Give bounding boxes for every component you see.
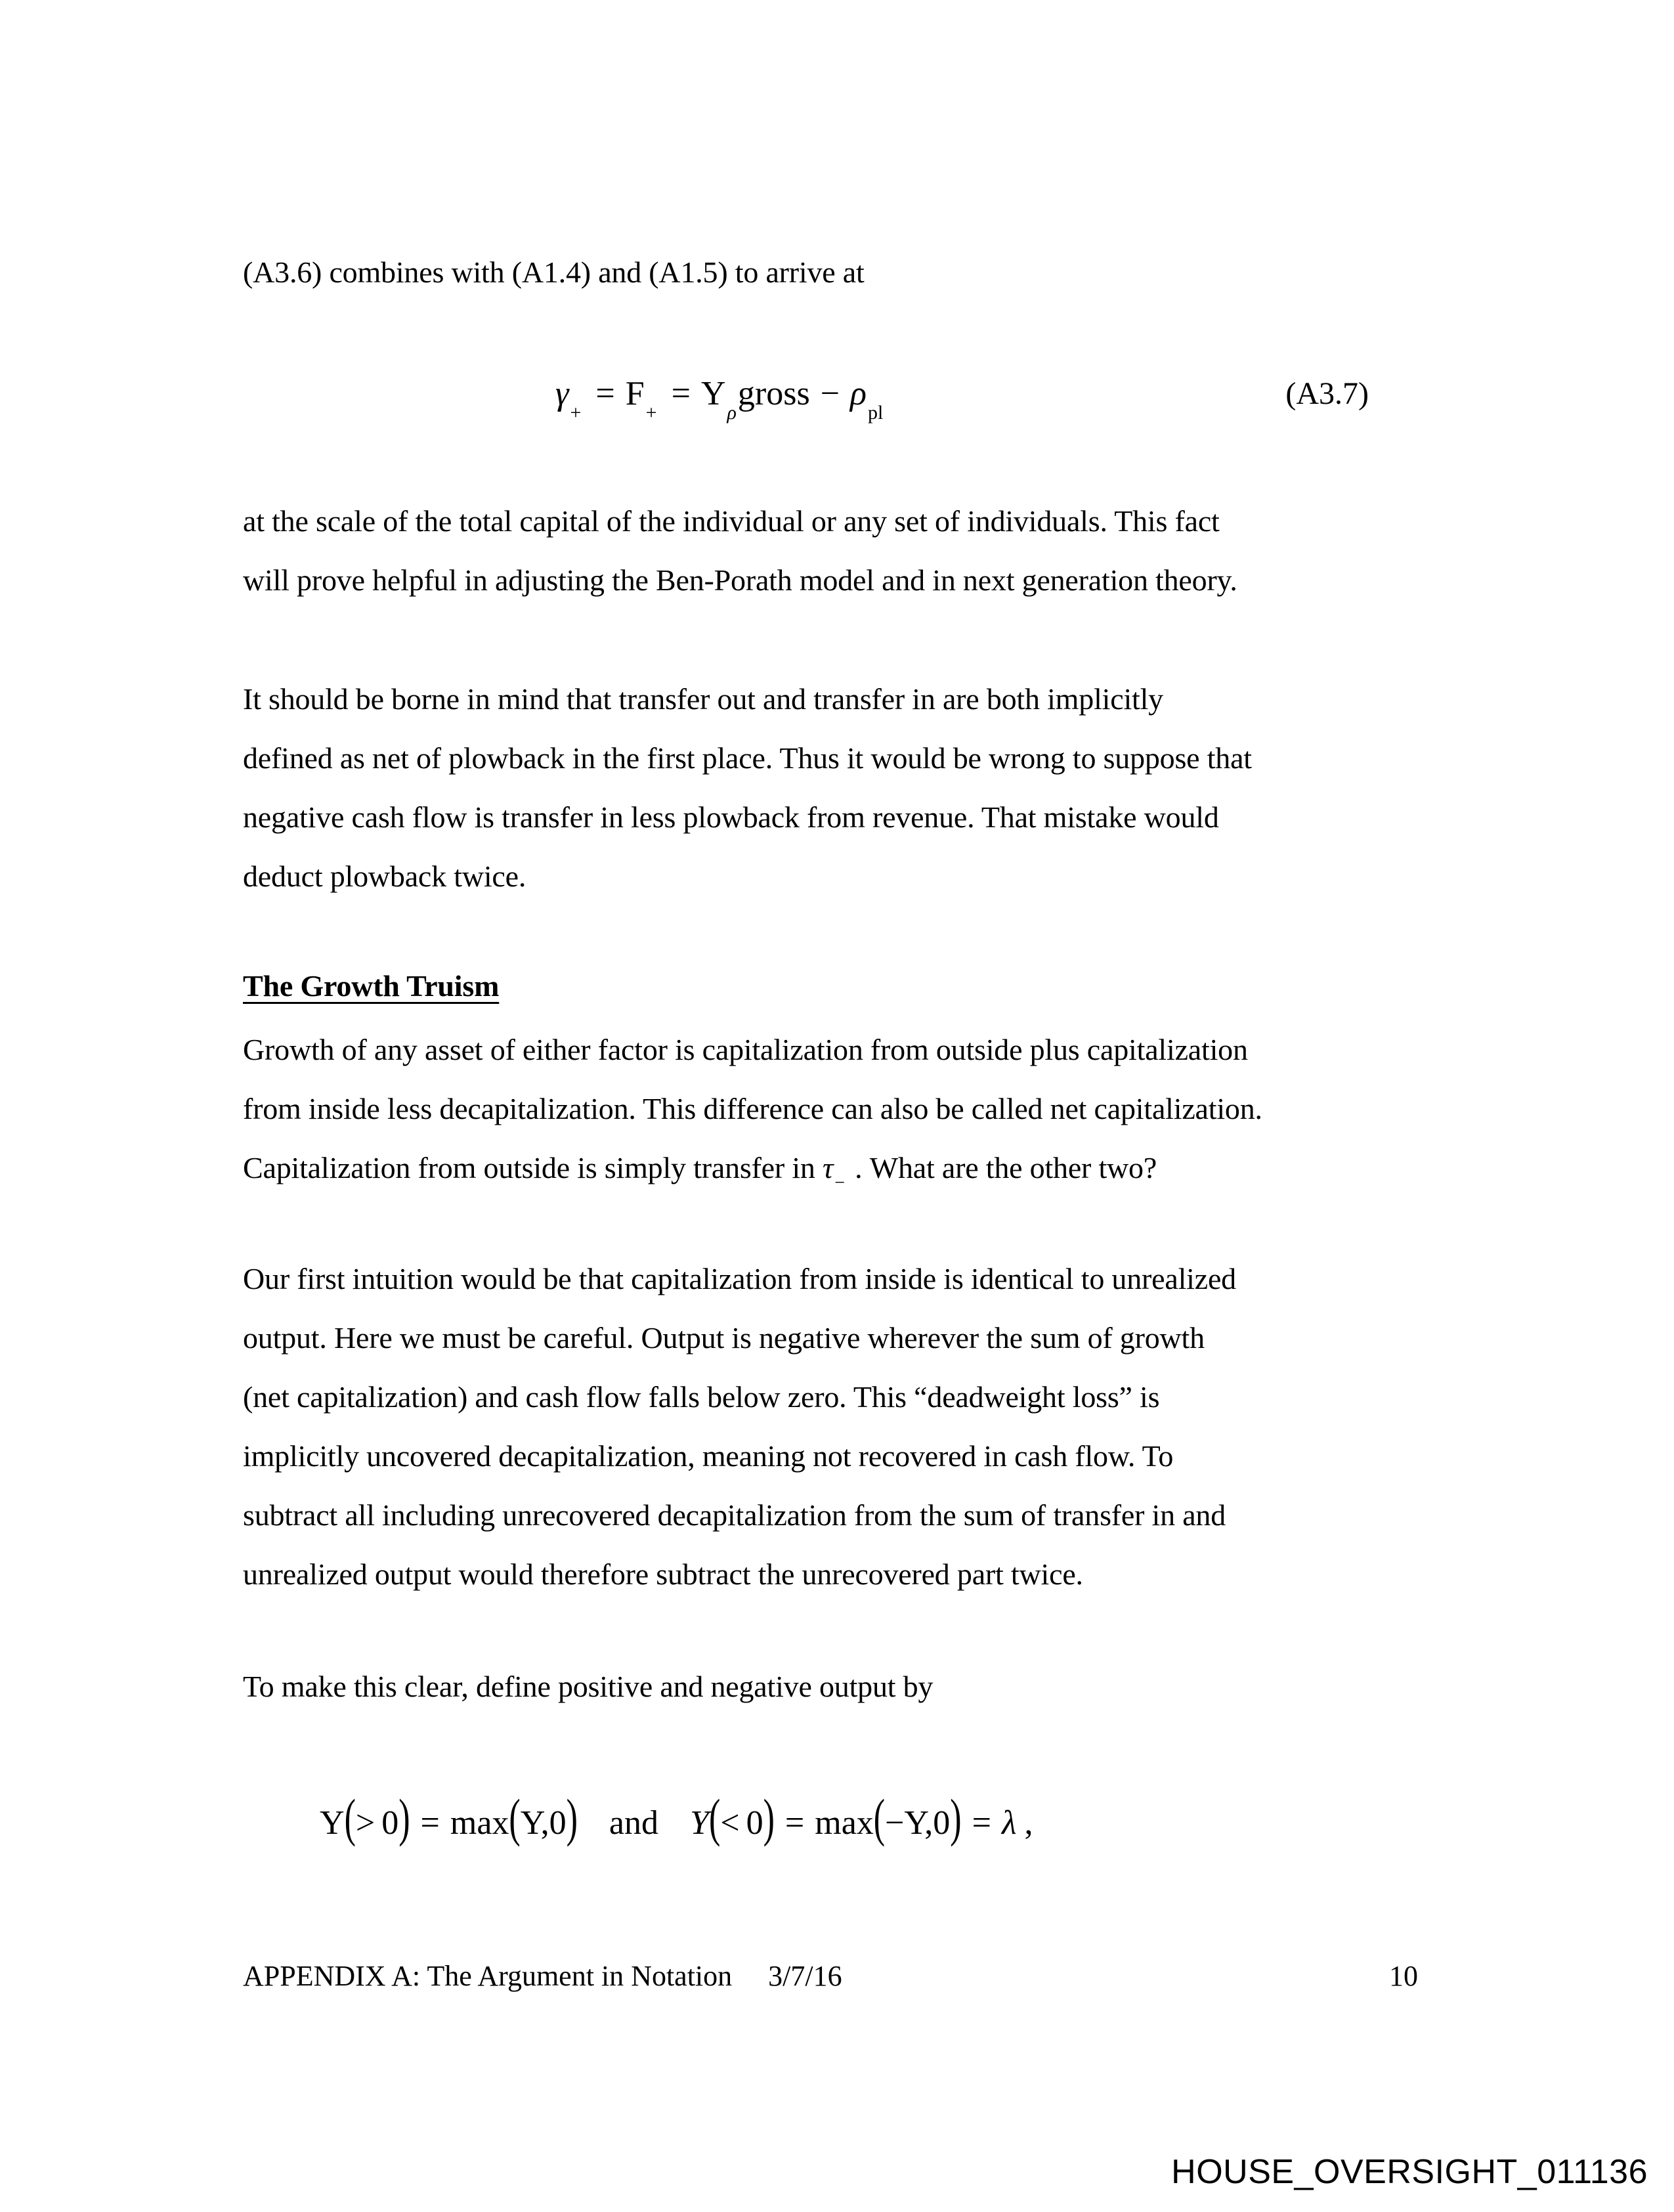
text-line: unrealized output would therefore subtract the unrecovered part twice.: [243, 1557, 1083, 1591]
text-segment: . What are the other two?: [847, 1151, 1157, 1184]
math-paren-close: ): [566, 1789, 578, 1848]
equation-a37: [243, 358, 1441, 435]
bates-stamp: HOUSE_OVERSIGHT_011136: [1171, 2153, 1648, 2191]
text-line: subtract all including unrecovered decapitalization from the sum of transfer in and: [243, 1498, 1226, 1532]
text-line: negative cash flow is transfer in less plowback from revenue. That mistake would: [243, 800, 1219, 834]
math-subscript-rho: ρ: [727, 402, 737, 423]
math-equals: =: [420, 1804, 440, 1842]
paragraph-growth-truism: [243, 1020, 1444, 1202]
math-tau: τ: [823, 1151, 834, 1184]
math-comma: ,: [1024, 1804, 1033, 1842]
math-paren-open: (: [873, 1789, 886, 1848]
math-paren-close: ): [763, 1789, 775, 1848]
math-gt: >: [355, 1804, 376, 1842]
math-args: Y,0: [520, 1804, 567, 1842]
footer-title: APPENDIX A: The Argument in Notation: [243, 1960, 733, 1992]
page-number: 10: [1389, 1960, 1418, 1992]
text-line: (net capitalization) and cash flow falls below zero. This “deadweight loss” is: [243, 1380, 1160, 1414]
math-gamma: γ: [555, 375, 569, 412]
math-paren-open: (: [509, 1789, 521, 1848]
text-line: Growth of any asset of either factor is capitalization from outside plus capitalization: [243, 1033, 1248, 1066]
text-line: defined as net of plowback in the first place. Thus it would be wrong to suppose that: [243, 741, 1252, 775]
math-paren-open: (: [344, 1789, 356, 1848]
math-args: −Y,0: [885, 1804, 951, 1842]
math-and: and: [609, 1804, 659, 1842]
math-subscript: +: [570, 402, 582, 423]
paragraph-intro: [243, 243, 1444, 302]
math-subscript: −: [834, 1173, 845, 1193]
text-line: will prove helpful in adjusting the Ben-Porath model and in next generation theory.: [243, 563, 1237, 597]
math-zero: 0: [381, 1804, 399, 1842]
math-Y-italic: Y: [690, 1804, 709, 1842]
math-paren-close: ): [950, 1789, 962, 1848]
math-paren-close: ): [398, 1789, 410, 1848]
paragraph-borne: [243, 670, 1444, 906]
equation-a37-body: [555, 358, 887, 435]
math-equals: =: [671, 375, 691, 412]
math-gross: gross: [737, 375, 810, 412]
page-footer: [243, 1957, 1441, 1996]
math-lambda: λ: [1001, 1804, 1017, 1842]
section-heading: [243, 957, 1444, 1016]
math-equals: =: [972, 1804, 991, 1842]
math-equals: =: [595, 375, 615, 412]
math-F: F: [625, 375, 645, 412]
math-minus: −: [820, 375, 840, 412]
text-line: deduct plowback twice.: [243, 859, 526, 893]
heading-text: The Growth Truism: [243, 969, 500, 1003]
text-line: at the scale of the total capital of the individual or any set of individuals. This fact: [243, 504, 1220, 538]
text-line: To make this clear, define positive and negative output by: [243, 1670, 934, 1703]
text-line: output. Here we must be careful. Output is negative wherever the sum of growth: [243, 1321, 1205, 1355]
math-subscript-pl: pl: [867, 402, 884, 423]
paragraph-scale: [243, 492, 1444, 610]
paragraph-define-output: [243, 1657, 1444, 1716]
math-equals: =: [784, 1804, 805, 1842]
text-segment: Capitalization from outside is simply transfer in: [243, 1151, 823, 1184]
text-line: It should be borne in mind that transfer out and transfer in are both implicitly: [243, 682, 1163, 716]
math-rho: ρ: [850, 375, 867, 412]
math-Y: Y: [700, 375, 726, 412]
math-lt: <: [720, 1804, 740, 1842]
math-zero: 0: [746, 1804, 763, 1842]
text-line: Our first intuition would be that capitalization from inside is identical to unrealized: [243, 1262, 1236, 1295]
footer-date: 3/7/16: [768, 1960, 842, 1992]
math-max: max: [450, 1804, 509, 1842]
math-max: max: [815, 1804, 874, 1842]
paragraph-intuition: [243, 1249, 1444, 1604]
math-subscript: +: [645, 402, 657, 423]
equation-output-body: [320, 1789, 1039, 1848]
equation-output-definition: [320, 1777, 1436, 1869]
math-paren-open: (: [708, 1789, 721, 1848]
math-Y: Y: [320, 1804, 345, 1842]
text-line: implicitly uncovered decapitalization, meaning not recovered in cash flow. To: [243, 1439, 1174, 1473]
equation-number-label: (A3.7): [1285, 376, 1369, 411]
text-line: (A3.6) combines with (A1.4) and (A1.5) to arrive at: [243, 255, 865, 289]
text-line-with-math: [243, 1139, 1444, 1202]
text-line: from inside less decapitalization. This difference can also be called net capitalization.: [243, 1092, 1262, 1125]
